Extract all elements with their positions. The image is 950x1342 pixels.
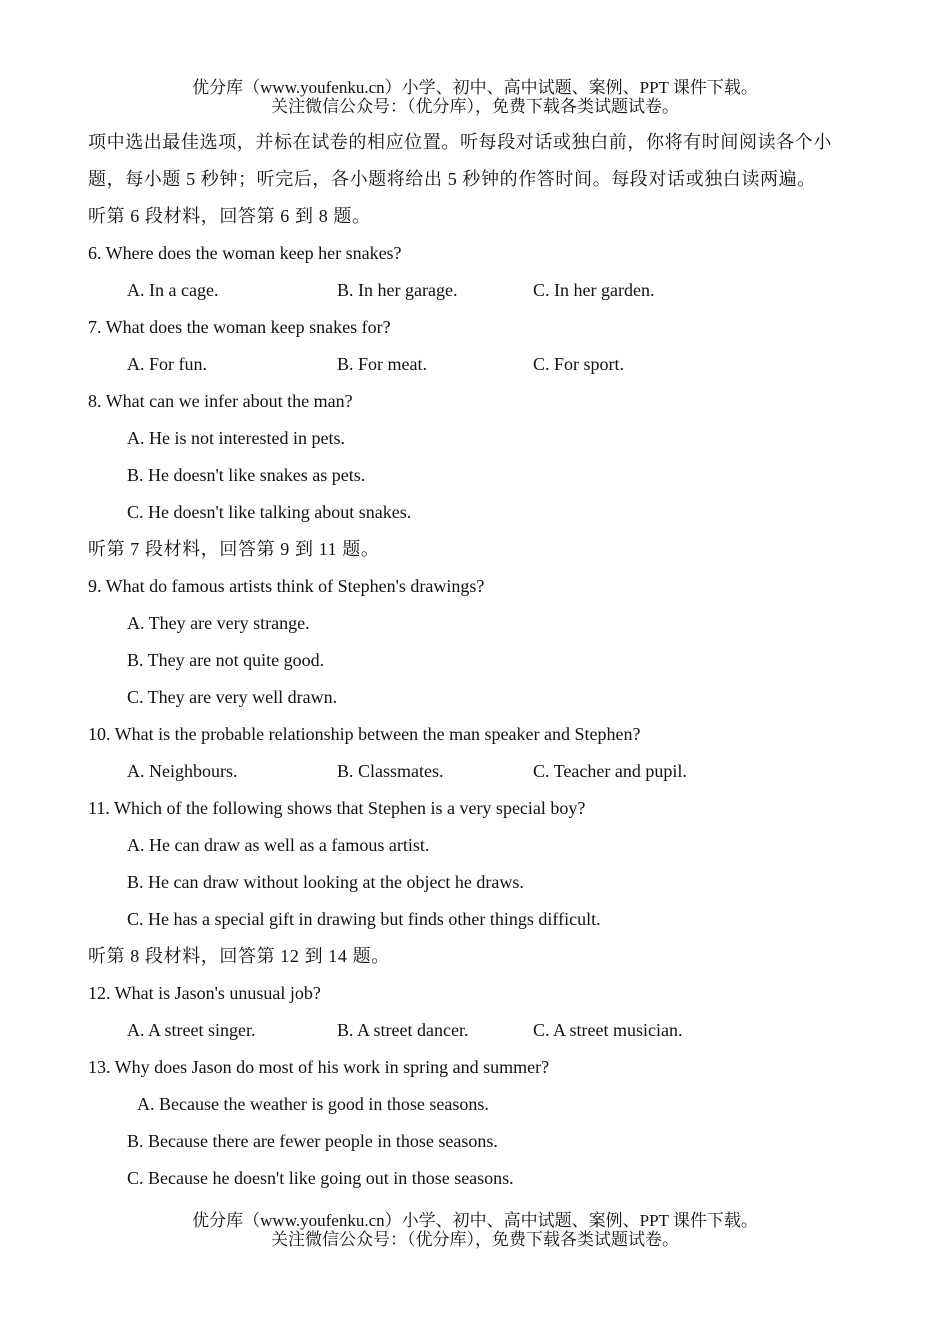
question-6-options (88, 272, 868, 309)
section-heading-7: 听第 7 段材料，回答第 9 到 11 题。 (88, 539, 380, 559)
option-7-a: A. For fun. (127, 354, 207, 374)
option-10-c: C. Teacher and pupil. (533, 761, 687, 781)
header-banner (0, 78, 950, 116)
option-9-b: B. They are not quite good. (127, 650, 325, 670)
exam-content (88, 124, 868, 1197)
instructions-line-1: 项中选出最佳选项，并标在试卷的相应位置。听每段对话或独白前，你将有时间阅读各个小 (88, 132, 832, 152)
option-6-b: B. In her garage. (337, 280, 458, 300)
option-8-b: B. He doesn't like snakes as pets. (127, 465, 366, 485)
option-8-a: A. He is not interested in pets. (127, 428, 345, 448)
footer-line-1: 优分库（www.youfenku.cn）小学、初中、高中试题、案例、PPT 课件下载。 (192, 1211, 758, 1230)
option-12-c: C. A street musician. (533, 1020, 683, 1040)
section-heading-8: 听第 8 段材料，回答第 12 到 14 题。 (88, 946, 390, 966)
option-10-a: A. Neighbours. (127, 761, 238, 781)
option-9-c: C. They are very well drawn. (127, 687, 338, 707)
instructions-line-2: 题，每小题 5 秒钟；听完后，各小题将给出 5 秒钟的作答时间。每段对话或独白读两遍。 (88, 169, 816, 189)
option-6-c: C. In her garden. (533, 280, 655, 300)
question-7-options (88, 346, 868, 383)
section-heading-6: 听第 6 段材料，回答第 6 到 8 题。 (88, 206, 371, 226)
question-12-options (88, 1012, 868, 1049)
question-7: 7. What does the woman keep snakes for? (88, 317, 391, 337)
option-11-c: C. He has a special gift in drawing but finds other things difficult. (127, 909, 601, 929)
option-11-b: B. He can draw without looking at the object he draws. (127, 872, 524, 892)
question-6: 6. Where does the woman keep her snakes? (88, 243, 402, 263)
question-10: 10. What is the probable relationship between the man speaker and Stephen? (88, 724, 641, 744)
option-13-a: A. Because the weather is good in those seasons. (137, 1094, 489, 1114)
question-11: 11. Which of the following shows that Stephen is a very special boy? (88, 798, 586, 818)
option-9-a: A. They are very strange. (127, 613, 310, 633)
option-13-b: B. Because there are fewer people in those seasons. (127, 1131, 498, 1151)
option-7-c: C. For sport. (533, 354, 625, 374)
banner-line-2: 关注微信公众号：（优分库），免费下载各类试题试卷。 (271, 97, 679, 116)
question-8: 8. What can we infer about the man? (88, 391, 353, 411)
banner-line-1: 优分库（www.youfenku.cn）小学、初中、高中试题、案例、PPT 课件下载。 (192, 78, 758, 97)
question-13: 13. Why does Jason do most of his work in spring and summer? (88, 1057, 550, 1077)
question-10-options (88, 753, 868, 790)
option-12-a: A. A street singer. (127, 1020, 256, 1040)
question-9: 9. What do famous artists think of Stephen's drawings? (88, 576, 485, 596)
option-10-b: B. Classmates. (337, 761, 444, 781)
option-8-c: C. He doesn't like talking about snakes. (127, 502, 412, 522)
footer-banner (0, 1211, 950, 1249)
option-12-b: B. A street dancer. (337, 1020, 469, 1040)
option-11-a: A. He can draw as well as a famous artist. (127, 835, 430, 855)
option-6-a: A. In a cage. (127, 280, 219, 300)
footer-line-2: 关注微信公众号：（优分库），免费下载各类试题试卷。 (271, 1230, 679, 1249)
question-12: 12. What is Jason's unusual job? (88, 983, 321, 1003)
option-13-c: C. Because he doesn't like going out in those seasons. (127, 1168, 514, 1188)
option-7-b: B. For meat. (337, 354, 427, 374)
